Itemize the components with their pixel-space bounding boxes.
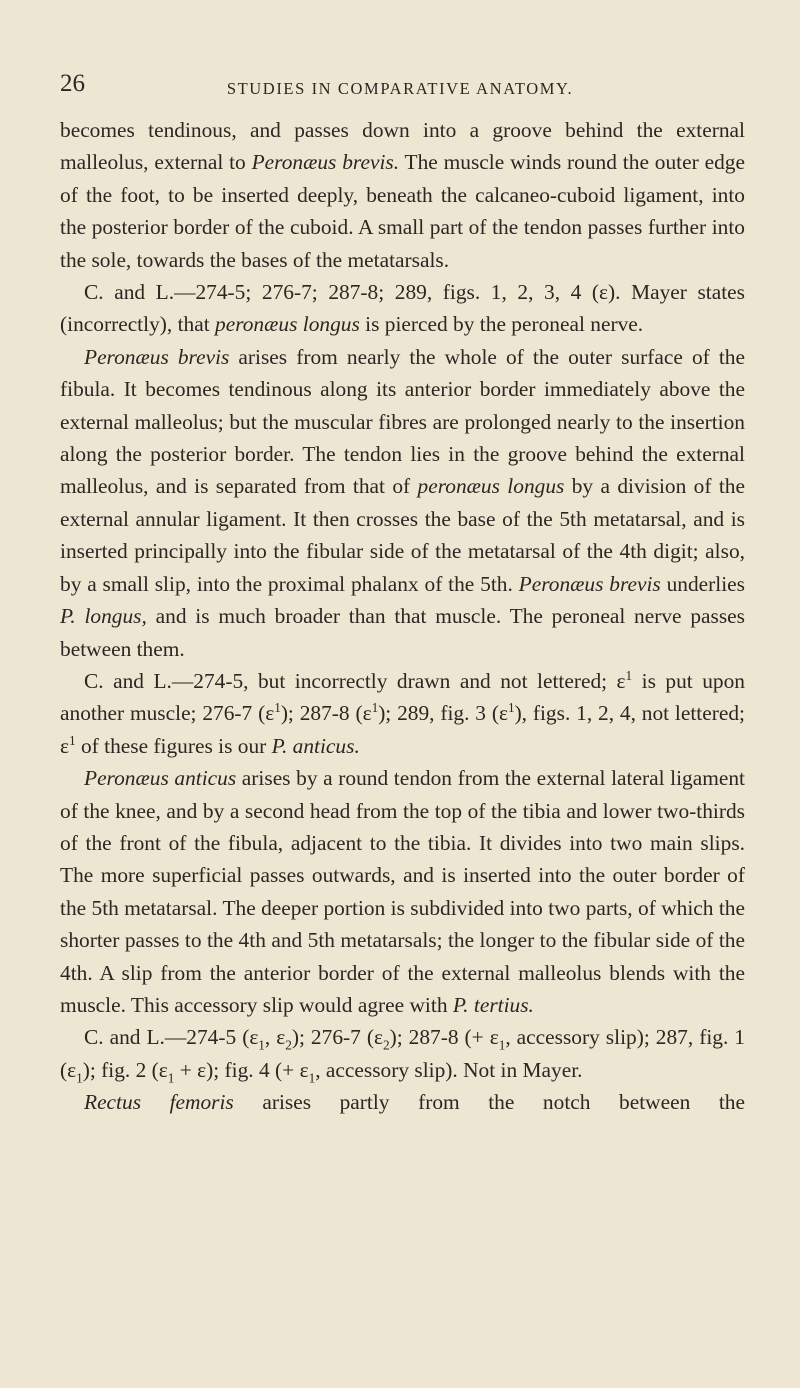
subscript: 1 [308, 1070, 316, 1086]
subscript: 1 [498, 1037, 506, 1053]
superscript: 1 [507, 700, 515, 716]
page-body [60, 114, 745, 1119]
text-run: ); fig. 2 (ε [82, 1057, 168, 1082]
subscript: 1 [76, 1070, 83, 1086]
paragraph-rectus-femoris [60, 1086, 745, 1118]
text-run: ); 287-8 (ε [280, 701, 372, 726]
muscle-name: peronæus longus [417, 474, 565, 499]
paragraph-references-brevis [60, 665, 745, 762]
muscle-name: Rectus femoris [84, 1090, 234, 1115]
running-title: STUDIES IN COMPARATIVE ANATOMY. [226, 79, 574, 98]
text-run: , ε [264, 1025, 286, 1050]
muscle-name: Peronæus brevis [84, 344, 230, 369]
subscript: 1 [167, 1070, 175, 1086]
text-run: of these figures is our [75, 733, 272, 758]
text-run: is pierced by the peroneal nerve. [359, 312, 644, 337]
subscript: 2 [382, 1037, 390, 1053]
muscle-name: Peronæus brevis. [251, 150, 400, 175]
muscle-name: P. tertius. [452, 992, 534, 1017]
muscle-name: P. longus, [60, 604, 147, 629]
text-run: is put upon another muscle; 276-7 (ε [60, 668, 745, 726]
paragraph-references-longus [60, 276, 745, 341]
text-run: , accessory slip). Not in Mayer. [315, 1057, 583, 1082]
text-run: ), figs. 1, 2, 4, not lettered; ε [60, 701, 745, 758]
paragraph-peronaeus-anticus [60, 762, 745, 1021]
subscript: 1 [258, 1037, 265, 1053]
text-run: ); 287-8 (+ ε [389, 1025, 499, 1050]
superscript: 1 [371, 700, 379, 716]
text-run: ); 276-7 (ε [291, 1025, 383, 1050]
text-run: becomes tendinous, and passes down into a groove behind the external malleolus, external to [60, 118, 745, 175]
paragraph-peronaeus-brevis [60, 341, 745, 665]
paragraph-continuation [60, 114, 745, 276]
paragraph-references-anticus [60, 1021, 745, 1086]
page-number: 26 [60, 70, 85, 97]
superscript: 1 [625, 667, 633, 683]
text-run: C. and L.—274-5; 276-7; 287-8; 289, figs. 1, 2, 3, 4 (ε). Mayer states (incorrectly), that [60, 280, 745, 337]
text-run: , accessory slip); 287, fig. 1 (ε [60, 1025, 745, 1082]
text-run: + ε); fig. 4 (+ ε [174, 1057, 309, 1082]
muscle-name: Peronæus anticus [84, 766, 237, 791]
muscle-name: peronæus longus [215, 312, 360, 337]
text-run: ); 289, fig. 3 (ε [378, 701, 508, 726]
text-run: arises partly from the notch between the [233, 1090, 745, 1115]
subscript: 2 [285, 1037, 292, 1053]
text-run: underlies [660, 571, 745, 596]
text-run: The muscle winds round the outer edge of the foot, to be inserted deeply, beneath the calcaneo-cuboid ligament, into the posterior border of the cuboid. A small part of the tendon passes further into the sole, towards the bases of the metatarsals. [60, 150, 745, 272]
superscript: 1 [68, 732, 76, 748]
text-run: C. and L.—274-5, but incorrectly drawn and not lettered; ε [84, 668, 626, 693]
muscle-name: Peronæus brevis [518, 571, 661, 596]
text-run: C. and L.—274-5 (ε [84, 1025, 259, 1050]
text-run: arises by a round tendon from the external lateral ligament of the knee, and by a second head from the top of the tibia and lower two-thirds of the front of the fibula, adjacent to the tibia. It divides into two main slips. The more superficial passes outwards, and is inserted into the outer border of the 5th metatarsal. The deeper portion is subdivided into two parts, of which the shorter passes to the 4th and 5th metatarsals; the longer to the fibular side of the 4th. A slip from the anterior border of the external malleolus blends with the muscle. This accessory slip would agree with [60, 766, 745, 1017]
text-run: by a division of the external annular ligament. It then crosses the base of the 5th metatarsal, and is inserted principally into the fibular side of the metatarsal of the 4th digit; also, by a small slip, into the proximal phalanx of the 5th. [60, 474, 746, 596]
page-header [60, 70, 740, 110]
superscript: 1 [274, 700, 281, 716]
text-run: arises from nearly the whole of the outer surface of the fibula. It becomes tendinous along its anterior border immediately above the external malleolus; but the muscular fibres are prolonged nearly to the insertion along the posterior border. The tendon lies in the groove behind the external malleolus, and is separated from that of [60, 344, 745, 499]
text-run: and is much broader than that muscle. The peroneal nerve passes between them. [60, 604, 745, 661]
muscle-name: P. anticus. [271, 733, 360, 758]
